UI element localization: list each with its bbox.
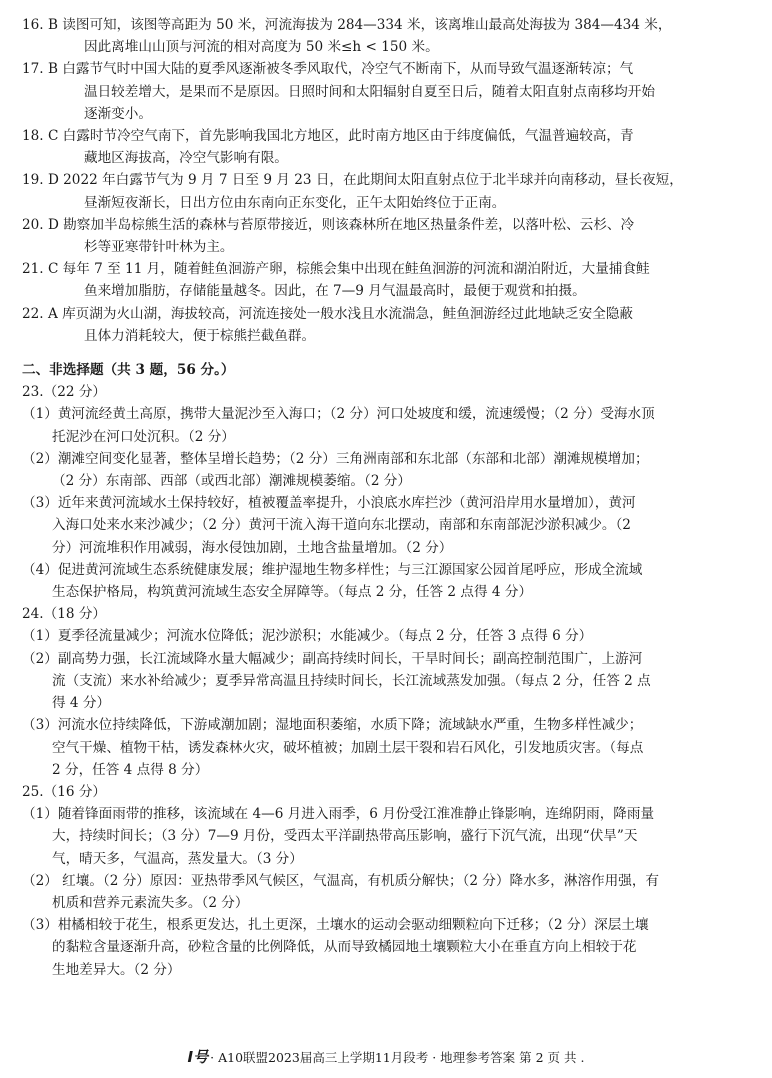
answer-line: （1）黄河流经黄土高原，携带大量泥沙至入海口；（2 分）河口处坡度和缓，流速缓慢；（2 分）受海水顶 — [22, 406, 655, 423]
answer-line: 24.（18 分） — [22, 606, 107, 623]
answer-line: 18. C 白露时节冷空气南下，首先影响我国北方地区，此时南方地区由于纬度偏低，气温普遍较高，青 — [22, 128, 634, 145]
answer-line: 入海口处来水来沙减少；（2 分）黄河干流入海干道向东北摆动，南部和东南部泥沙淤积减少。（2 — [52, 517, 631, 534]
answer-line: （1）夏季径流量减少；河流水位降低；泥沙淤积；水能减少。（每点 2 分，任答 3 点得 6 分） — [22, 628, 593, 645]
answer-line: 逐渐变小。 — [84, 105, 152, 122]
answer-line: （3）柑橘相较于花生，根系更发达，扎土更深，土壤水的运动会驱动细颗粒向下迁移；（2 分）深层土壤 — [22, 917, 649, 934]
answer-line: 22. A 库页湖为火山湖，海拔较高，河流连接处一般水浅且水流湍急，鲑鱼洄游经过此地缺乏安全隐蔽 — [22, 305, 634, 322]
answer-line: 流（支流）来水补给减少；夏季异常高温且持续时间长，长江流域蒸发加强。（每点 2 分，任答 2 点 — [52, 672, 651, 689]
answer-line: 鱼来增加脂肪，存储能量越冬。因此，在 7—9 月气温最高时，最便于观赏和拍摄。 — [84, 283, 586, 300]
section-spacer — [22, 347, 750, 359]
answer-line: 温日较差增大，是果而不是原因。日照时间和太阳辐射自夏至日后，随着太阳直射点南移均开始 — [84, 83, 655, 100]
answer-line: 托泥沙在河口处沉积。（2 分） — [52, 428, 235, 445]
answer-line: 气，晴天多，气温高，蒸发量大。（3 分） — [52, 850, 303, 867]
answer-line: 且体力消耗较大，便于棕熊拦截鱼群。 — [84, 327, 316, 344]
answer-line: （2） 红壤。（2 分）原因：亚热带季风气候区，气温高，有机质分解快；（2 分）降水多，淋溶作用强，有 — [22, 872, 660, 889]
answer-line: 大，持续时间长；（3 分）7—9 月份，受西太平洋副热带高压影响，盛行下沉气流，出现“伏旱”天 — [52, 828, 638, 845]
answer-line: 杉等亚寒带针叶林为主。 — [84, 239, 234, 256]
answer-line: 分）河流堆积作用减弱，海水侵蚀加剧，土地含盐量增加。（2 分） — [52, 539, 453, 556]
publisher-logo: I号 — [187, 1048, 209, 1066]
answer-line: （3）河流水位持续降低，下游咸潮加剧；湿地面积萎缩，水质下降；流域缺水严重，生物多样性减少； — [22, 717, 643, 734]
answer-line: 20. D 勘察加半岛棕熊生活的森林与苔原带接近，则该森林所在地区热量条件差，以落叶松、云杉、冷 — [22, 216, 635, 233]
answer-line: （3）近年来黄河流域水土保持较好，植被覆盖率提升，小浪底水库拦沙（黄河沿岸用水量增加），黄河 — [22, 495, 636, 512]
answer-line: 藏地区海拔高，冷空气影响有限。 — [84, 150, 288, 167]
answer-line: 生地差异大。（2 分） — [52, 961, 181, 978]
answer-line: 生态保护格局，构筑黄河流域生态安全屏障等。（每点 2 分，任答 2 点得 4 分） — [52, 584, 533, 601]
answer-line: （4）促进黄河流域生态系统健康发展；维护湿地生物多样性；与三江源国家公园首尾呼应，形成全流域 — [22, 561, 643, 578]
answer-line: （2 分）东南部、西部（或西北部）潮滩规模萎缩。（2 分） — [52, 473, 411, 490]
answer-line: 23.（22 分） — [22, 384, 107, 401]
answer-line: 昼渐短夜渐长，日出方位由东南向正东变化，正午太阳始终位于正南。 — [84, 194, 506, 211]
answer-line: 19. D 2022 年白露节气为 9 月 7 日至 9 月 23 日，在此期间太阳直射点位于北半球并向南移动，昼长夜短， — [22, 172, 683, 189]
answer-line: 17. B 白露节气时中国大陆的夏季风逐渐被冬季风取代，冷空气不断南下，从而导致气温逐渐转凉；气 — [22, 61, 634, 78]
footer-text: · A10联盟2023届高三上学期11月段考 · 地理参考答案 第 2 页 共 . — [210, 1050, 585, 1065]
answer-line: 2 分，任答 4 点得 8 分） — [52, 761, 209, 778]
answer-line: 16. B 读图可知，该图等高距为 50 米，河流海拔为 284—334 米，该离堆山最高处海拔为 384—434 米， — [22, 17, 672, 33]
answer-content — [22, 14, 750, 981]
section-heading: 二、非选择题（共 3 题，56 分。） — [22, 362, 235, 379]
page-footer — [0, 1046, 772, 1067]
answer-line: 25.（16 分） — [22, 783, 107, 800]
answer-line: 得 4 分） — [52, 695, 111, 712]
answer-line: 因此离堆山山顶与河流的相对高度为 50 米≤h < 150 米。 — [84, 39, 439, 56]
answer-line: 机质和营养元素流失多。（2 分） — [52, 894, 249, 911]
answer-line: 的黏粒含量逐渐升高，砂粒含量的比例降低，从而导致橘园地土壤颗粒大小在垂直方向上相较于花 — [52, 939, 637, 956]
answer-line: （2）潮滩空间变化显著，整体呈增长趋势；（2 分）三角洲南部和东北部（东部和北部）潮滩规模增加； — [22, 450, 649, 467]
answer-line: 空气干燥、植物干枯，诱发森林火灾，破坏植被；加剧土层干裂和岩石风化，引发地质灾害。（每点 — [52, 739, 644, 756]
answer-line: （2）副高势力强，长江流域降水量大幅减少；副高持续时间长，干旱时间长；副高控制范围广，上游河 — [22, 650, 643, 667]
answer-line: （1）随着锋面雨带的推移，该流域在 4—6 月进入雨季，6 月份受江淮准静止锋影响，连绵阴雨，降雨量 — [22, 806, 655, 823]
answer-line: 21. C 每年 7 至 11 月，随着鲑鱼洄游产卵，棕熊会集中出现在鲑鱼洄游的河流和湖泊附近，大量捕食鲑 — [22, 261, 650, 278]
